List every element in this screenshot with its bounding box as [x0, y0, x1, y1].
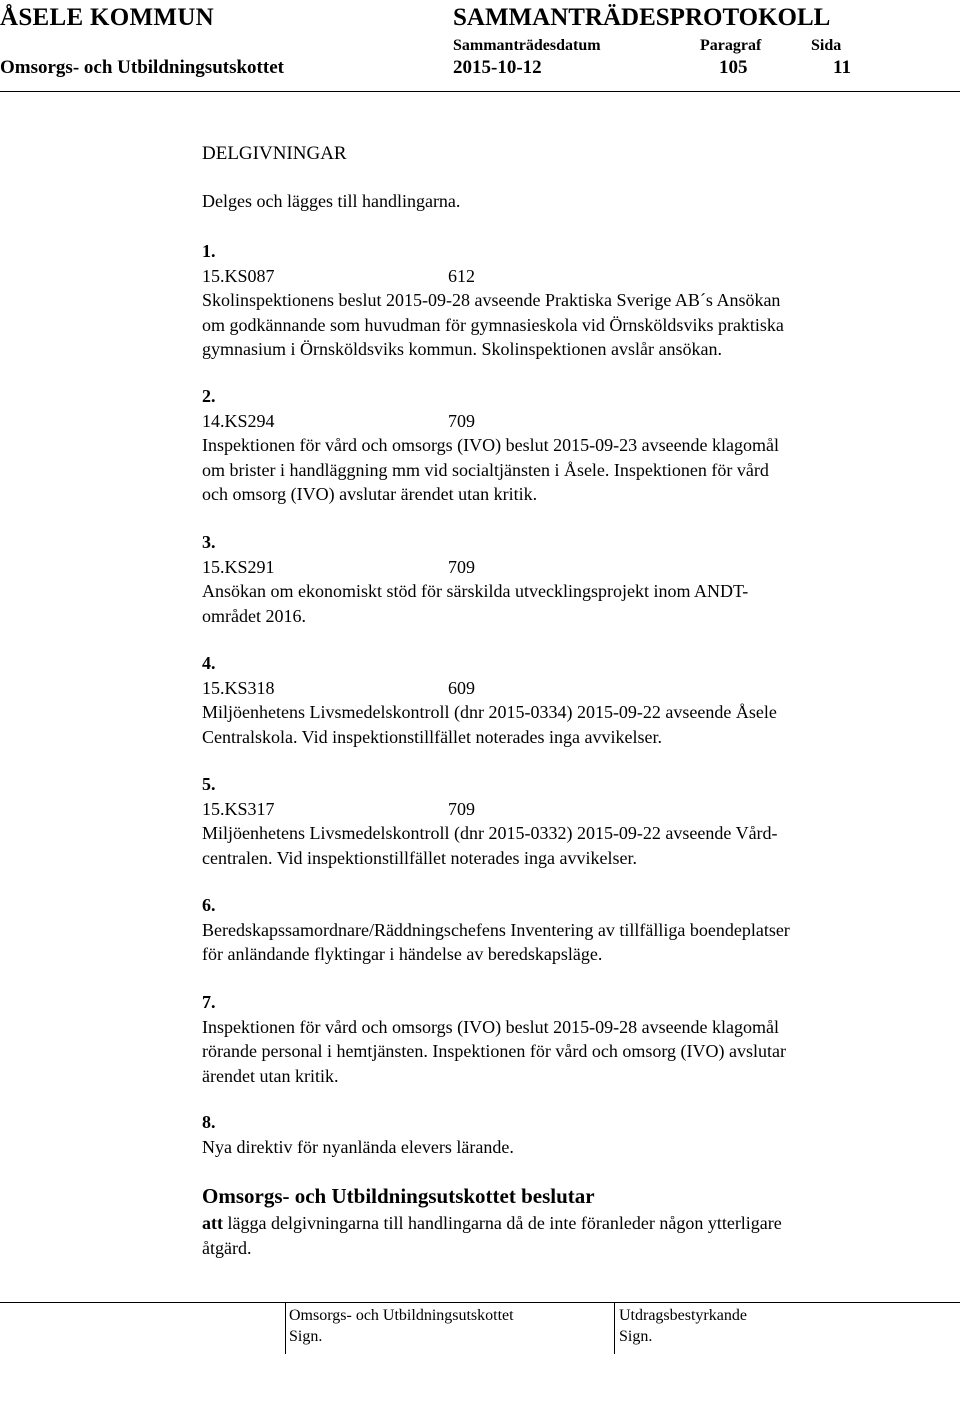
date-column-label: Sammanträdesdatum: [453, 37, 601, 54]
section-title: DELGIVNINGAR: [202, 143, 347, 164]
item-text-line: Nya direktiv för nyanlända elevers lärande.: [202, 1136, 514, 1157]
committee-name: Omsorgs- och Utbildningsutskottet: [0, 57, 284, 78]
page-column-label: Sida: [811, 37, 842, 54]
footer-extract-label: Utdragsbestyrkande: [619, 1307, 747, 1324]
intro-text: Delges och lägges till handlingarna.: [202, 191, 461, 211]
list-item: [202, 651, 777, 749]
signature-box-extract: [614, 1302, 945, 1354]
list-item: [202, 893, 790, 967]
footer-sign-1: Sign.: [289, 1328, 323, 1345]
case-code: 15.KS291: [202, 556, 275, 577]
item-text-line: för anländande flyktingar i händelse av beredskapsläge.: [202, 944, 603, 964]
case-ref: 709: [448, 798, 475, 819]
item-text-line: Inspektionen för vård och omsorgs (IVO) beslut 2015-09-23 avseende klagomål: [202, 435, 780, 455]
item-number: 1.: [202, 241, 216, 261]
item-text-line: ärendet utan kritik.: [202, 1065, 339, 1086]
signature-box-committee: [285, 1302, 611, 1354]
decision-heading: Omsorgs- och Utbildningsutskottet beslutar: [202, 1184, 595, 1208]
decision-text: [202, 1211, 782, 1260]
case-ref: 612: [448, 265, 475, 286]
item-number: 4.: [202, 653, 216, 673]
org-name: ÅSELE KOMMUN: [0, 4, 215, 31]
decision-line: åtgärd.: [202, 1237, 252, 1258]
item-text-line: gymnasium i Örnsköldsviks kommun. Skolinspektionen avslår ansökan.: [202, 339, 722, 359]
item-text-line: och omsorg (IVO) avslutar ärendet utan kritik.: [202, 484, 538, 504]
item-text-line: Ansökan om ekonomiskt stöd för särskilda utvecklingsprojekt inom ANDT-: [202, 581, 749, 601]
list-item: [202, 530, 748, 628]
item-text-line: Miljöenhetens Livsmedelskontroll (dnr 2015-0334) 2015-09-22 avseende Åsele: [202, 702, 777, 722]
list-item: [202, 384, 779, 507]
list-item: [202, 990, 786, 1088]
item-text-line: om godkännande som huvudman för gymnasieskola vid Örnsköldsviks praktiska: [202, 314, 784, 335]
meeting-date: 2015-10-12: [453, 57, 542, 78]
header-rule: [0, 91, 960, 92]
case-ref: 709: [448, 556, 475, 577]
item-text-line: området 2016.: [202, 605, 306, 626]
item-text-line: Skolinspektionens beslut 2015-09-28 avseende Praktiska Sverige AB´s Ansökan: [202, 290, 781, 310]
case-code: 14.KS294: [202, 410, 275, 431]
page-number: 11: [833, 57, 851, 78]
case-code: 15.KS317: [202, 798, 275, 819]
list-item: [202, 1110, 514, 1159]
item-number: 3.: [202, 532, 216, 552]
item-number: 7.: [202, 992, 216, 1012]
list-item: [202, 239, 784, 362]
item-text-line: centralen. Vid inspektionstillfället noterades inga avvikelser.: [202, 847, 637, 868]
paragraph-number: 105: [719, 57, 748, 78]
item-text-line: Beredskapssamordnare/Räddningschefens Inventering av tillfälliga boendeplatser: [202, 919, 790, 940]
item-text-line: Miljöenhetens Livsmedelskontroll (dnr 2015-0332) 2015-09-22 avseende Vård-: [202, 823, 778, 843]
case-ref: 609: [448, 677, 475, 698]
decision-att-keyword: att: [202, 1213, 223, 1233]
footer-committee: Omsorgs- och Utbildningsutskottet: [289, 1307, 514, 1324]
item-number: 6.: [202, 895, 216, 915]
item-text-line: om brister i handläggning mm vid socialtjänsten i Åsele. Inspektionen för vård: [202, 459, 769, 480]
item-text-line: Centralskola. Vid inspektionstillfället noterades inga avvikelser.: [202, 726, 662, 747]
item-number: 5.: [202, 774, 216, 794]
item-number: 8.: [202, 1112, 216, 1132]
paragraph-column-label: Paragraf: [700, 37, 762, 54]
item-text-line: rörande personal i hemtjänsten. Inspektionen för vård och omsorg (IVO) avslutar: [202, 1041, 786, 1061]
case-ref: 709: [448, 410, 475, 431]
case-code: 15.KS318: [202, 677, 275, 698]
decision-line: lägga delgivningarna till handlingarna då de inte föranleder någon ytterligare: [223, 1213, 782, 1233]
case-code: 15.KS087: [202, 265, 275, 286]
item-number: 2.: [202, 386, 216, 406]
document-type: SAMMANTRÄDESPROTOKOLL: [453, 4, 831, 31]
item-text-line: Inspektionen för vård och omsorgs (IVO) beslut 2015-09-28 avseende klagomål: [202, 1016, 780, 1037]
footer-sign-2: Sign.: [619, 1328, 653, 1345]
list-item: [202, 772, 778, 870]
